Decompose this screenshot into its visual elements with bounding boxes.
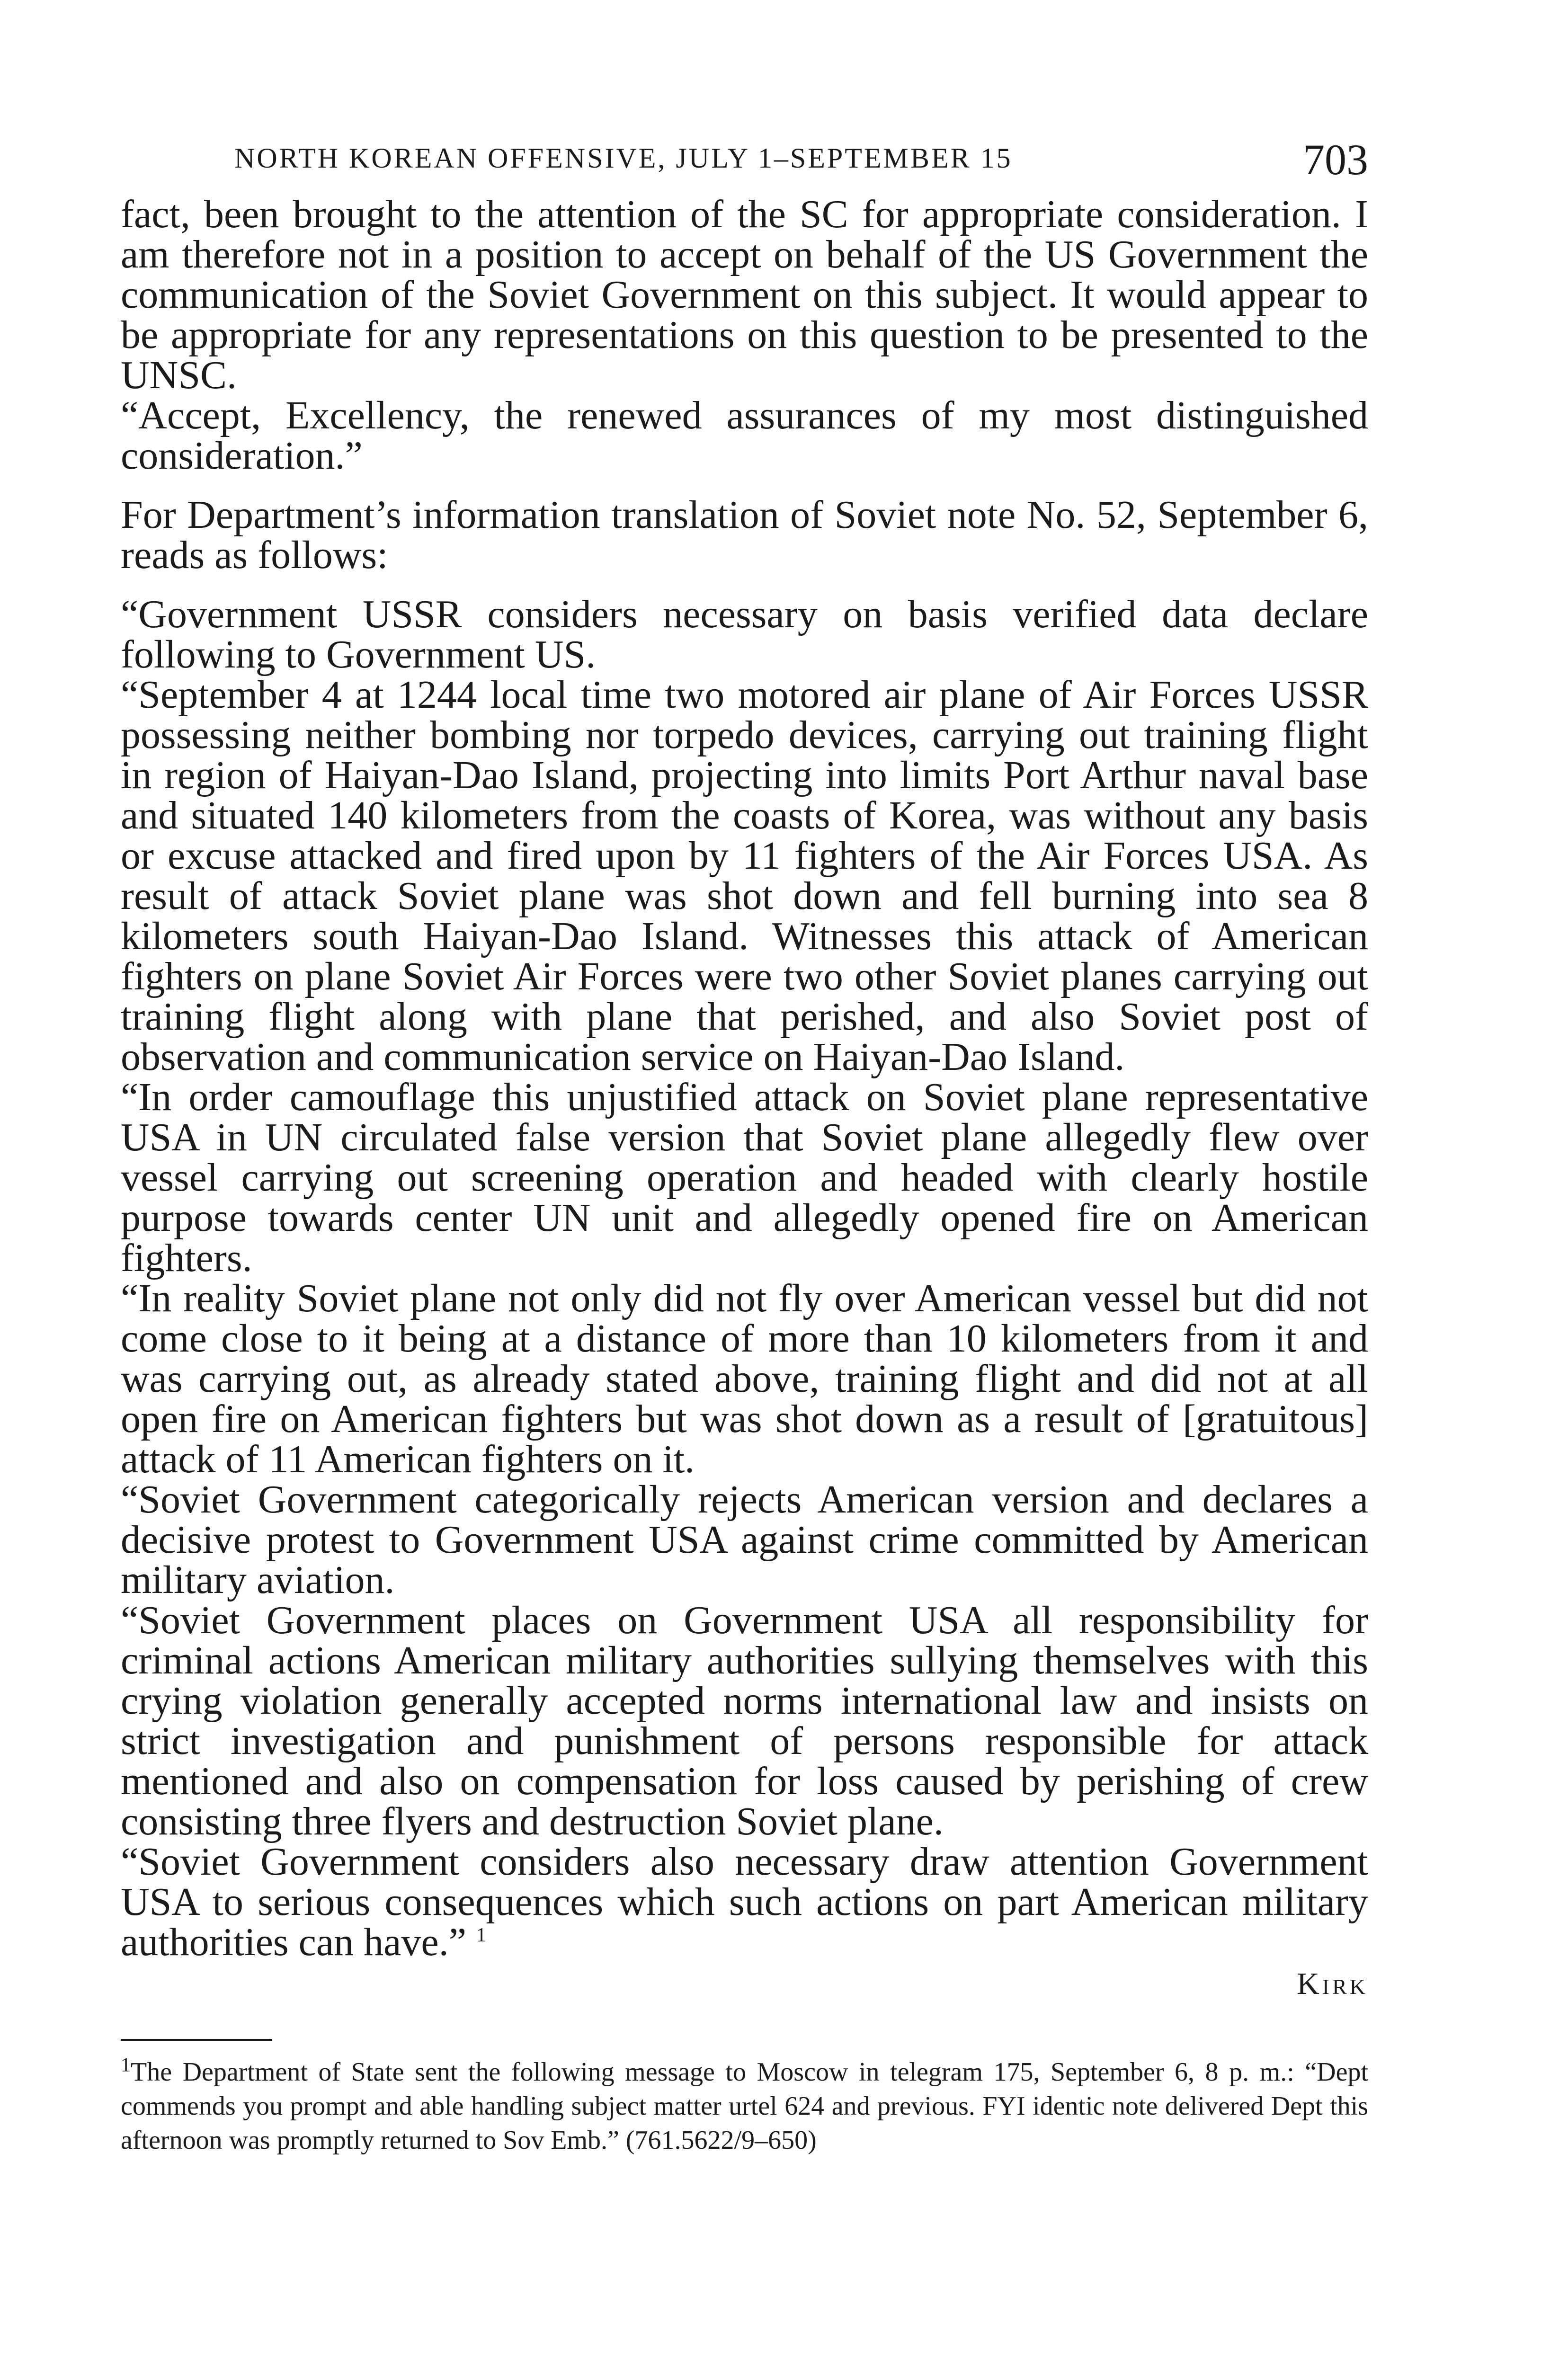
footnote-divider xyxy=(121,2039,272,2041)
paragraph-gap xyxy=(121,476,1368,495)
paragraph: “In reality Soviet plane not only did not fly over American vessel but did not come close to it being at a distance of more than 10 kilometers from it and was carrying out, as already stated above, training flight and did not at all open fire on American fighters but was shot down as a result of [gratuitous] attack of 11 American fighters on it. xyxy=(121,1276,1368,1481)
paragraph: fact, been brought to the attention of the SC for appropriate consideration. I am therefore not in a position to accept on behalf of the US Government the communication of the Soviet Government on this subject. It would appear to be appropriate for any representations on this question to be presented to the UNSC. xyxy=(121,192,1368,397)
page-number: 703 xyxy=(1303,135,1368,184)
footnote-reference: 1 xyxy=(476,1924,486,1946)
footnote-marker: 1 xyxy=(121,2054,131,2076)
final-paragraph xyxy=(121,1842,1368,1962)
paragraph-gap xyxy=(121,575,1368,594)
paragraph: “September 4 at 1244 local time two motored air plane of Air Forces USSR possessing neither bombing nor torpedo devices, carrying out training flight in region of Haiyan-Dao Island, projecting into limits Port Arthur naval base and situated 140 kilometers from the coasts of Korea, was without any basis or excuse attacked and fired upon by 11 fighters of the Air Forces USA. As result of attack Soviet plane was shot down and fell burning into sea 8 kilometers south Haiyan-Dao Island. Witnesses this attack of American fighters on plane Soviet Air Forces were two other Soviet planes carrying out training flight along with plane that perished, and also Soviet post of observation and communication service on Haiyan-Dao Island. xyxy=(121,673,1368,1079)
document-page xyxy=(121,137,1368,2157)
footnote xyxy=(121,2055,1368,2157)
running-head xyxy=(121,137,1368,194)
paragraph: “Accept, Excellency, the renewed assurances of my most distinguished consideration.” xyxy=(121,393,1368,478)
paragraph: “Soviet Government categorically rejects American version and declares a decisive protest to Government USA against crime committed by American military aviation. xyxy=(121,1477,1368,1602)
paragraph: “In order camouflage this unjustified attack on Soviet plane representative USA in UN circulated false version that Soviet plane allegedly flew over vessel carrying out screening operation and headed with clearly hostile purpose towards center UN unit and allegedly opened fire on American fighters. xyxy=(121,1075,1368,1280)
signature: Kirk xyxy=(1297,1967,1368,2001)
paragraph: For Department’s information translation of Soviet note No. 52, September 6, reads as follows: xyxy=(121,493,1368,577)
footnote-text: The Department of State sent the following message to Moscow in telegram 175, September 6, 8 p. m.: “Dept commends you prompt and able handling subject matter urtel 624 and previous. FYI identic note delivered Dept this afternoon was promptly returned to Sov Emb.” (761.5622/9–650) xyxy=(121,2057,1368,2155)
running-title: NORTH KOREAN OFFENSIVE, JULY 1–SEPTEMBER 15 xyxy=(234,142,1013,174)
paragraph: “Government USSR considers necessary on basis verified data declare following to Government US. xyxy=(121,592,1368,676)
paragraph: “Soviet Government places on Government USA all responsibility for criminal actions American military authorities sullying themselves with this crying violation generally accepted norms international law and insists on strict investigation and punishment of persons responsible for attack mentioned and also on compensation for loss caused by perishing of crew consisting three flyers and destruction Soviet plane. xyxy=(121,1598,1368,1843)
paragraph-text: “Soviet Government considers also necessary draw attention Government USA to serious consequences which such actions on part American military authorities can have.” xyxy=(121,1840,1368,1964)
body-text xyxy=(121,194,1368,1962)
